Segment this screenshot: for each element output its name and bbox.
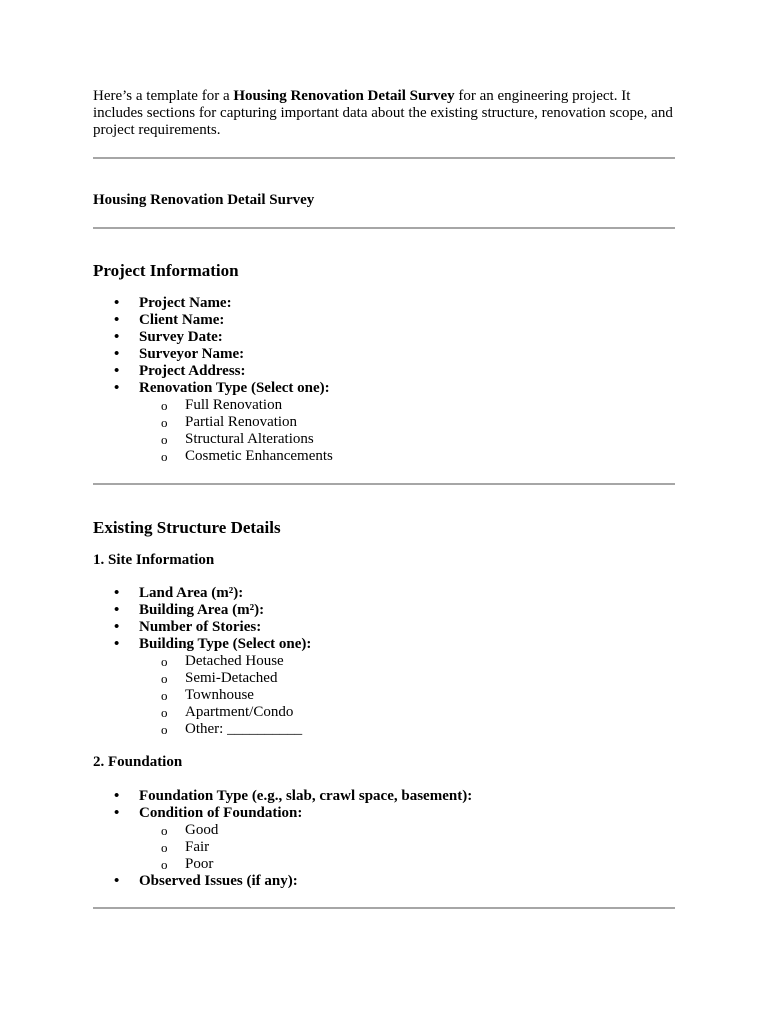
- intro-suffix: for an engineering project. It includes sections for capturing important data about the existing structure, renovation scope, and project requirements.: [93, 88, 673, 138]
- field-label: Foundation Type (e.g., slab, crawl space, basement):: [139, 788, 473, 804]
- bullet-icon: •: [114, 873, 120, 889]
- circle-bullet-icon: o: [161, 857, 168, 872]
- intro-bold-title: Housing Renovation Detail Survey: [233, 88, 455, 104]
- section-heading-project-information: Project Information: [93, 261, 239, 280]
- option-item: [139, 431, 675, 448]
- list-item: [93, 329, 675, 346]
- list-item: [93, 619, 675, 636]
- option-item: [139, 839, 675, 856]
- circle-bullet-icon: o: [161, 722, 168, 737]
- list-item: [93, 295, 675, 312]
- circle-bullet-icon: o: [161, 415, 168, 430]
- option-label: Fair: [185, 839, 210, 855]
- bullet-icon: •: [114, 295, 120, 311]
- divider: [93, 907, 675, 909]
- option-item: [139, 414, 675, 431]
- bullet-icon: •: [114, 363, 120, 379]
- option-label: Townhouse: [185, 687, 254, 703]
- field-label: Condition of Foundation:: [139, 805, 303, 821]
- option-item: [139, 448, 675, 465]
- field-label: Client Name:: [139, 312, 225, 328]
- document-content: [93, 88, 675, 909]
- circle-bullet-icon: o: [161, 823, 168, 838]
- field-label: Building Area (m²):: [139, 602, 265, 618]
- document-title: Housing Renovation Detail Survey: [93, 192, 315, 208]
- field-label: Project Name:: [139, 295, 232, 311]
- option-label: Apartment/Condo: [185, 704, 294, 720]
- bullet-icon: •: [114, 312, 120, 328]
- circle-bullet-icon: o: [161, 688, 168, 703]
- field-label: Land Area (m²):: [139, 585, 244, 601]
- option-label: Other: __________: [185, 721, 303, 737]
- field-label: Survey Date:: [139, 329, 223, 345]
- intro-prefix: Here’s a template for a: [93, 88, 234, 104]
- circle-bullet-icon: o: [161, 449, 168, 464]
- list-item: [93, 636, 675, 738]
- option-label: Semi-Detached: [185, 670, 278, 686]
- renovation-type-options: [139, 397, 675, 465]
- bullet-icon: •: [114, 805, 120, 821]
- list-item: [93, 805, 675, 873]
- building-type-options: [139, 653, 675, 738]
- option-label: Good: [185, 822, 219, 838]
- bullet-icon: •: [114, 636, 120, 652]
- subsection-heading-foundation: 2. Foundation: [93, 754, 183, 770]
- field-label: Building Type (Select one):: [139, 636, 312, 652]
- option-label: Full Renovation: [185, 397, 283, 413]
- circle-bullet-icon: o: [161, 705, 168, 720]
- bullet-icon: •: [114, 585, 120, 601]
- option-label: Partial Renovation: [185, 414, 298, 430]
- foundation-condition-options: [139, 822, 675, 873]
- field-label: Renovation Type (Select one):: [139, 380, 330, 396]
- subsection-heading-site-information: 1. Site Information: [93, 552, 215, 568]
- bullet-icon: •: [114, 380, 120, 396]
- intro-paragraph: [93, 88, 675, 139]
- bullet-icon: •: [114, 602, 120, 618]
- option-item: [139, 397, 675, 414]
- list-item: [93, 788, 675, 805]
- option-item: [139, 721, 675, 738]
- option-label: Poor: [185, 856, 214, 872]
- bullet-icon: •: [114, 329, 120, 345]
- option-item: [139, 653, 675, 670]
- list-item: [93, 602, 675, 619]
- bullet-icon: •: [114, 619, 120, 635]
- section-heading-existing-structure: Existing Structure Details: [93, 518, 281, 537]
- list-item: [93, 873, 675, 890]
- list-item: [93, 363, 675, 380]
- list-item: [93, 312, 675, 329]
- list-item: [93, 585, 675, 602]
- circle-bullet-icon: o: [161, 432, 168, 447]
- field-label: Surveyor Name:: [139, 346, 245, 362]
- foundation-list: [93, 788, 675, 890]
- circle-bullet-icon: o: [161, 654, 168, 669]
- option-item: [139, 670, 675, 687]
- project-information-list: [93, 295, 675, 465]
- list-item: [93, 346, 675, 363]
- site-information-list: [93, 585, 675, 738]
- option-item: [139, 704, 675, 721]
- bullet-icon: •: [114, 788, 120, 804]
- option-label: Cosmetic Enhancements: [185, 448, 333, 464]
- option-label: Detached House: [185, 653, 284, 669]
- bullet-icon: •: [114, 346, 120, 362]
- circle-bullet-icon: o: [161, 840, 168, 855]
- list-item: [93, 380, 675, 465]
- option-label: Structural Alterations: [185, 431, 314, 447]
- option-item: [139, 856, 675, 873]
- circle-bullet-icon: o: [161, 398, 168, 413]
- option-item: [139, 822, 675, 839]
- field-label: Number of Stories:: [139, 619, 262, 635]
- option-item: [139, 687, 675, 704]
- field-label: Project Address:: [139, 363, 246, 379]
- field-label: Observed Issues (if any):: [139, 873, 298, 889]
- circle-bullet-icon: o: [161, 671, 168, 686]
